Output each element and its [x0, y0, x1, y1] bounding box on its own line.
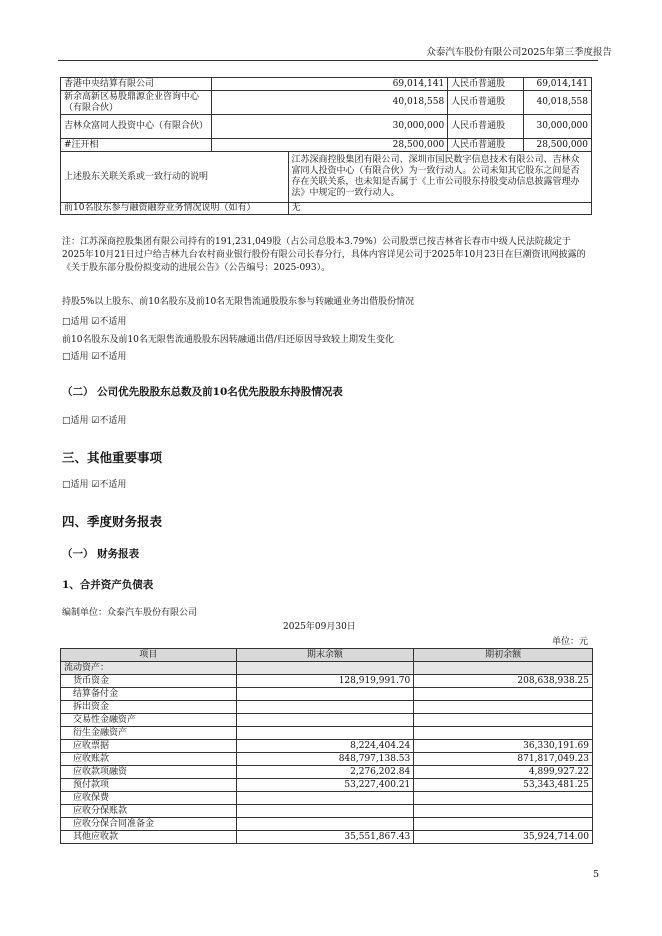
- holder-name: 香港中央结算有限公司: [61, 78, 212, 91]
- page-header: 众泰汽车股份有限公司2025年第三季度报告: [426, 47, 612, 58]
- table-row: [61, 115, 592, 139]
- row-end: 35,551,867.43: [236, 831, 414, 844]
- holder-type: 人民币普通股: [448, 139, 524, 152]
- change-na: □适用 ☑不适用: [62, 352, 127, 362]
- holder-name: #汪开相: [61, 139, 212, 152]
- holder-qty2: 40,018,558: [524, 91, 592, 115]
- header-rule: [58, 60, 598, 61]
- row-end: [236, 792, 414, 805]
- row-label: 应收分保合同准备金: [61, 818, 237, 831]
- col-end: 期末余额: [236, 649, 414, 662]
- holder-qty: 28,500,000: [211, 139, 448, 152]
- holder-qty2: 28,500,000: [524, 139, 592, 152]
- row-end: [236, 714, 414, 727]
- holder-name: 吉林众富同人投资中心（有限合伙）: [61, 115, 212, 139]
- table-row: [61, 152, 592, 203]
- row-begin: 36,330,191.69: [414, 740, 593, 753]
- row-end: [236, 818, 414, 831]
- row-label: 货币资金: [61, 675, 237, 688]
- holder-qty2: 30,000,000: [524, 115, 592, 139]
- change-title: 前10名股东及前10名无限售流通股股东因转融通出借/归还原因导致较上期发生变化: [62, 335, 394, 345]
- table-row: [61, 203, 592, 215]
- row-label: 交易性金融资产: [61, 714, 237, 727]
- table-row: [61, 831, 593, 844]
- row-end: [236, 688, 414, 701]
- table-row: [61, 727, 593, 740]
- other-na: □适用 ☑不适用: [62, 480, 127, 490]
- section-financial: 四、季度财务报表: [62, 514, 163, 529]
- table-header-row: [61, 649, 593, 662]
- shareholder-note: 注：江苏深商控股集团有限公司持有的191,231,049股（占公司总股本3.79%）公司股票已按吉林省长春市中级人民法院裁定于2025年10月21日过户给吉林九台农村商业银行股份有限公司长春分行，具体内容详见公司于2025年10月23日在巨潮资讯网披露的《关于股东部分股份拟变动的进展公告》（公告编号：2025-093）。: [62, 237, 586, 273]
- unit-label: 单位：元: [552, 637, 589, 647]
- row-end: 128,919,991.70: [236, 675, 414, 688]
- row-begin: 53,343,481.25: [414, 779, 593, 792]
- report-date: 2025年09月30日: [283, 622, 356, 632]
- section-balance-sheet: 1、合并资产负债表: [62, 579, 154, 591]
- row-end: [236, 701, 414, 714]
- preferred-na: □适用 ☑不适用: [62, 416, 127, 426]
- table-row: [61, 675, 593, 688]
- table-row: [61, 766, 593, 779]
- compiler-line: 编制单位：众泰汽车股份有限公司: [62, 608, 198, 618]
- row-end: 848,797,138.53: [236, 753, 414, 766]
- table-row: [61, 740, 593, 753]
- row-begin: [414, 818, 593, 831]
- balance-sheet-table: [60, 648, 593, 844]
- table-row: [61, 818, 593, 831]
- table-row: [61, 792, 593, 805]
- table-row: [61, 779, 593, 792]
- col-begin: 期初余额: [414, 649, 593, 662]
- row-end: 2,276,202.84: [236, 766, 414, 779]
- table-row: [61, 805, 593, 818]
- row-begin: [414, 688, 593, 701]
- lending-na: □适用 ☑不适用: [62, 317, 127, 327]
- row-label: 结算备付金: [61, 688, 237, 701]
- table-row: [61, 714, 593, 727]
- section-current-assets: 流动资产：: [61, 662, 237, 675]
- margin-label: 前10名股东参与融资融券业务情况说明（如有）: [61, 203, 289, 215]
- row-begin: [414, 805, 593, 818]
- row-begin: 35,924,714.00: [414, 831, 593, 844]
- row-begin: [414, 727, 593, 740]
- related-text: 江苏深商控股集团有限公司、深圳市国民数字信息技术有限公司、吉林众富同人投资中心（有限合伙）为一致行动人。公司未知其它股东之间是否存在关联关系，也未知是否属于《上市公司股东持股变动信息披露管理办法》中规定的一致行动人。: [288, 152, 592, 203]
- row-begin: 208,638,938.25: [414, 675, 593, 688]
- margin-text: 无: [288, 203, 592, 215]
- row-label: 其他应收款: [61, 831, 237, 844]
- holder-qty: 69,014,141: [211, 78, 448, 91]
- row-label: 预付款项: [61, 779, 237, 792]
- row-end: 53,227,400.21: [236, 779, 414, 792]
- row-label: 应收账款: [61, 753, 237, 766]
- holder-name: 新余高新区易股鼎源企业咨询中心（有限合伙）: [61, 91, 212, 115]
- holder-qty: 30,000,000: [211, 115, 448, 139]
- row-label: 应收分保账款: [61, 805, 237, 818]
- holder-type: 人民币普通股: [448, 78, 524, 91]
- table-row: [61, 701, 593, 714]
- section-other: 三、其他重要事项: [62, 450, 163, 465]
- shareholder-table: [60, 77, 592, 215]
- holder-qty2: 69,014,141: [524, 78, 592, 91]
- section-financial-sub: （一） 财务报表: [62, 548, 140, 560]
- row-end: [236, 727, 414, 740]
- table-row: [61, 688, 593, 701]
- row-label: 应收票据: [61, 740, 237, 753]
- section-preferred: （二） 公司优先股股东总数及前10名优先股股东持股情况表: [62, 386, 343, 398]
- row-begin: [414, 701, 593, 714]
- holder-type: 人民币普通股: [448, 91, 524, 115]
- table-row: [61, 91, 592, 115]
- row-label: 衍生金融资产: [61, 727, 237, 740]
- row-begin: 871,817,049.23: [414, 753, 593, 766]
- row-label: 应收款项融资: [61, 766, 237, 779]
- col-item: 项目: [61, 649, 237, 662]
- row-label: 应收保费: [61, 792, 237, 805]
- page-number: 5: [593, 869, 600, 880]
- table-row: [61, 78, 592, 91]
- row-label: 拆出资金: [61, 701, 237, 714]
- row-begin: [414, 714, 593, 727]
- row-end: 8,224,404.24: [236, 740, 414, 753]
- holder-type: 人民币普通股: [448, 115, 524, 139]
- row-begin: [414, 792, 593, 805]
- row-end: [236, 805, 414, 818]
- table-row: [61, 139, 592, 152]
- table-row: [61, 753, 593, 766]
- related-label: 上述股东关联关系或一致行动的说明: [61, 152, 289, 203]
- table-row: [61, 662, 593, 675]
- lending-title: 持股5%以上股东、前10名股东及前10名无限售流通股股东参与转融通业务出借股份情况: [62, 297, 415, 307]
- row-begin: 4,899,927.22: [414, 766, 593, 779]
- holder-qty: 40,018,558: [211, 91, 448, 115]
